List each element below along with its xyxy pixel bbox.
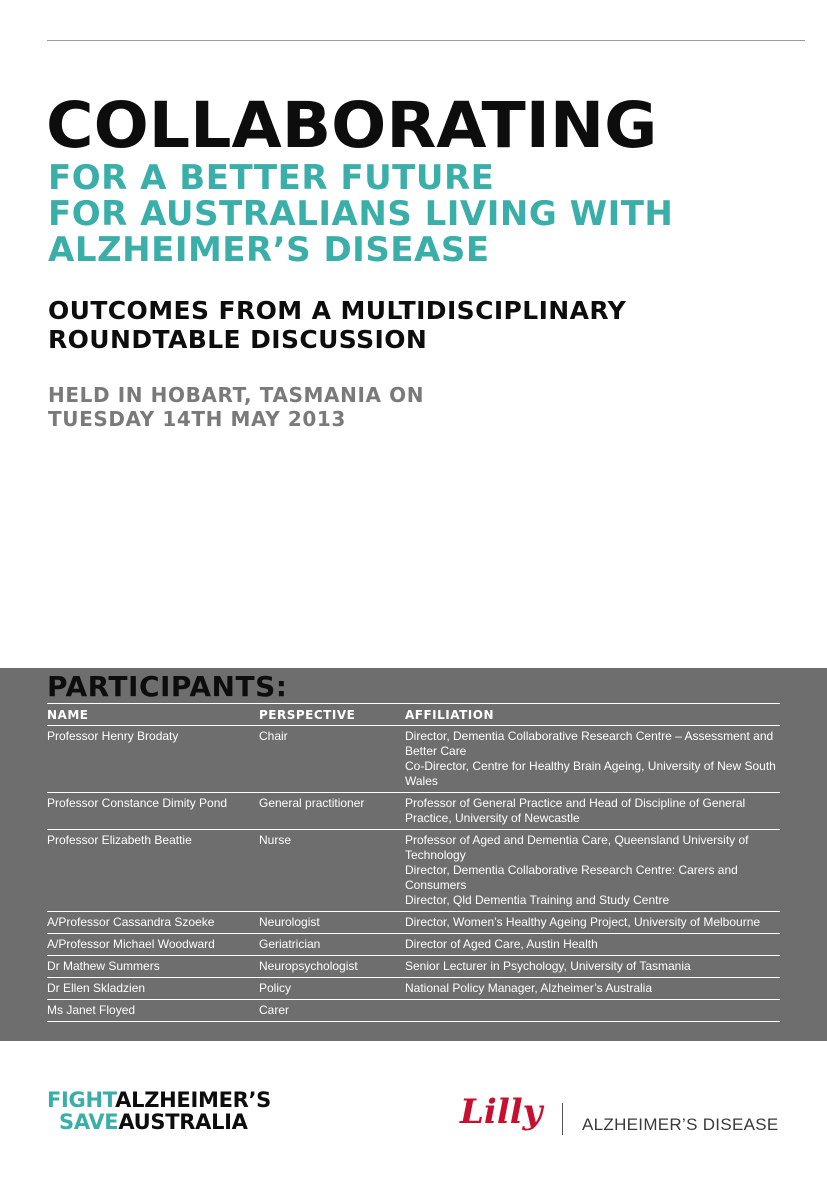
participant-name: Dr Ellen Skladzien	[47, 978, 259, 1000]
participant-perspective: Geriatrician	[259, 934, 405, 956]
logo-word-alzheimers: ALZHEIMER’S	[115, 1088, 271, 1112]
fight-alzheimers-logo	[47, 1089, 271, 1133]
outcomes-line: OUTCOMES FROM A MULTIDISCIPLINARY	[48, 296, 627, 325]
document-title: COLLABORATING	[46, 89, 658, 162]
affiliation-line: Director, Dementia Collaborative Research Centre – Assessment and Better Care	[405, 729, 774, 758]
logo-word-australia: AUSTRALIA	[118, 1110, 248, 1134]
participant-affiliation	[405, 726, 780, 793]
affiliation-line: Director, Qld Dementia Training and Study Centre	[405, 893, 670, 907]
participant-affiliation	[405, 934, 780, 956]
participant-name: Professor Elizabeth Beattie	[47, 830, 259, 912]
affiliation-line: Senior Lecturer in Psychology, University of Tasmania	[405, 959, 691, 973]
table-row	[47, 978, 780, 1000]
table-row	[47, 956, 780, 978]
participant-name: A/Professor Michael Woodward	[47, 934, 259, 956]
lilly-logo: Lilly	[460, 1092, 543, 1132]
participant-name: Dr Mathew Summers	[47, 956, 259, 978]
subtitle-line: FOR AUSTRALIANS LIVING WITH	[48, 194, 674, 234]
outcomes-heading	[48, 296, 626, 354]
document-subtitle	[48, 160, 673, 268]
event-line: TUESDAY 14TH MAY 2013	[48, 407, 346, 431]
column-header-perspective: PERSPECTIVE	[259, 704, 405, 726]
participant-affiliation	[405, 956, 780, 978]
affiliation-line: Professor of General Practice and Head of Discipline of General Practice, University of Newcastle	[405, 796, 746, 825]
subtitle-line: FOR A BETTER FUTURE	[48, 158, 495, 198]
table-row	[47, 793, 780, 830]
affiliation-line: Director of Aged Care, Austin Health	[405, 937, 598, 951]
table-row	[47, 934, 780, 956]
participant-name: Professor Constance Dimity Pond	[47, 793, 259, 830]
participants-table	[47, 703, 780, 1022]
table-row	[47, 912, 780, 934]
subtitle-line: ALZHEIMER’S DISEASE	[48, 230, 490, 270]
affiliation-line: Professor of Aged and Dementia Care, Queensland University of Technology	[405, 833, 749, 862]
event-details	[48, 383, 424, 431]
table-row	[47, 1000, 780, 1022]
participant-perspective: Neuropsychologist	[259, 956, 405, 978]
participant-affiliation	[405, 978, 780, 1000]
logo-word-save: SAVE	[59, 1110, 119, 1134]
lilly-tagline: ALZHEIMER’S DISEASE	[582, 1115, 779, 1134]
logo-line	[47, 1089, 271, 1111]
logo-line	[47, 1111, 271, 1133]
table-row	[47, 830, 780, 912]
participants-heading: PARTICIPANTS:	[47, 670, 288, 703]
participant-affiliation	[405, 793, 780, 830]
participant-name: A/Professor Cassandra Szoeke	[47, 912, 259, 934]
participant-perspective: Chair	[259, 726, 405, 793]
table-header-row	[47, 704, 780, 726]
participant-perspective: Carer	[259, 1000, 405, 1022]
participant-affiliation	[405, 912, 780, 934]
participant-perspective: Policy	[259, 978, 405, 1000]
column-header-name: NAME	[47, 704, 259, 726]
participant-perspective: Neurologist	[259, 912, 405, 934]
participant-name: Professor Henry Brodaty	[47, 726, 259, 793]
affiliation-line: Co-Director, Centre for Healthy Brain Ageing, University of New South Wales	[405, 759, 776, 788]
logo-word-fight: FIGHT	[47, 1088, 116, 1112]
affiliation-line: Director, Dementia Collaborative Research Centre: Carers and Consumers	[405, 863, 738, 892]
logo-divider	[562, 1103, 563, 1135]
participant-affiliation	[405, 830, 780, 912]
participant-perspective: General practitioner	[259, 793, 405, 830]
participant-name: Ms Janet Floyed	[47, 1000, 259, 1022]
participant-perspective: Nurse	[259, 830, 405, 912]
outcomes-line: ROUNDTABLE DISCUSSION	[48, 325, 428, 354]
column-header-affiliation: AFFILIATION	[405, 704, 780, 726]
affiliation-line: National Policy Manager, Alzheimer’s Australia	[405, 981, 653, 995]
participant-affiliation	[405, 1000, 780, 1022]
table-row	[47, 726, 780, 793]
affiliation-line: Director, Women’s Healthy Ageing Project, University of Melbourne	[405, 915, 761, 929]
top-divider	[47, 40, 805, 41]
event-line: HELD IN HOBART, TASMANIA ON	[48, 383, 425, 407]
